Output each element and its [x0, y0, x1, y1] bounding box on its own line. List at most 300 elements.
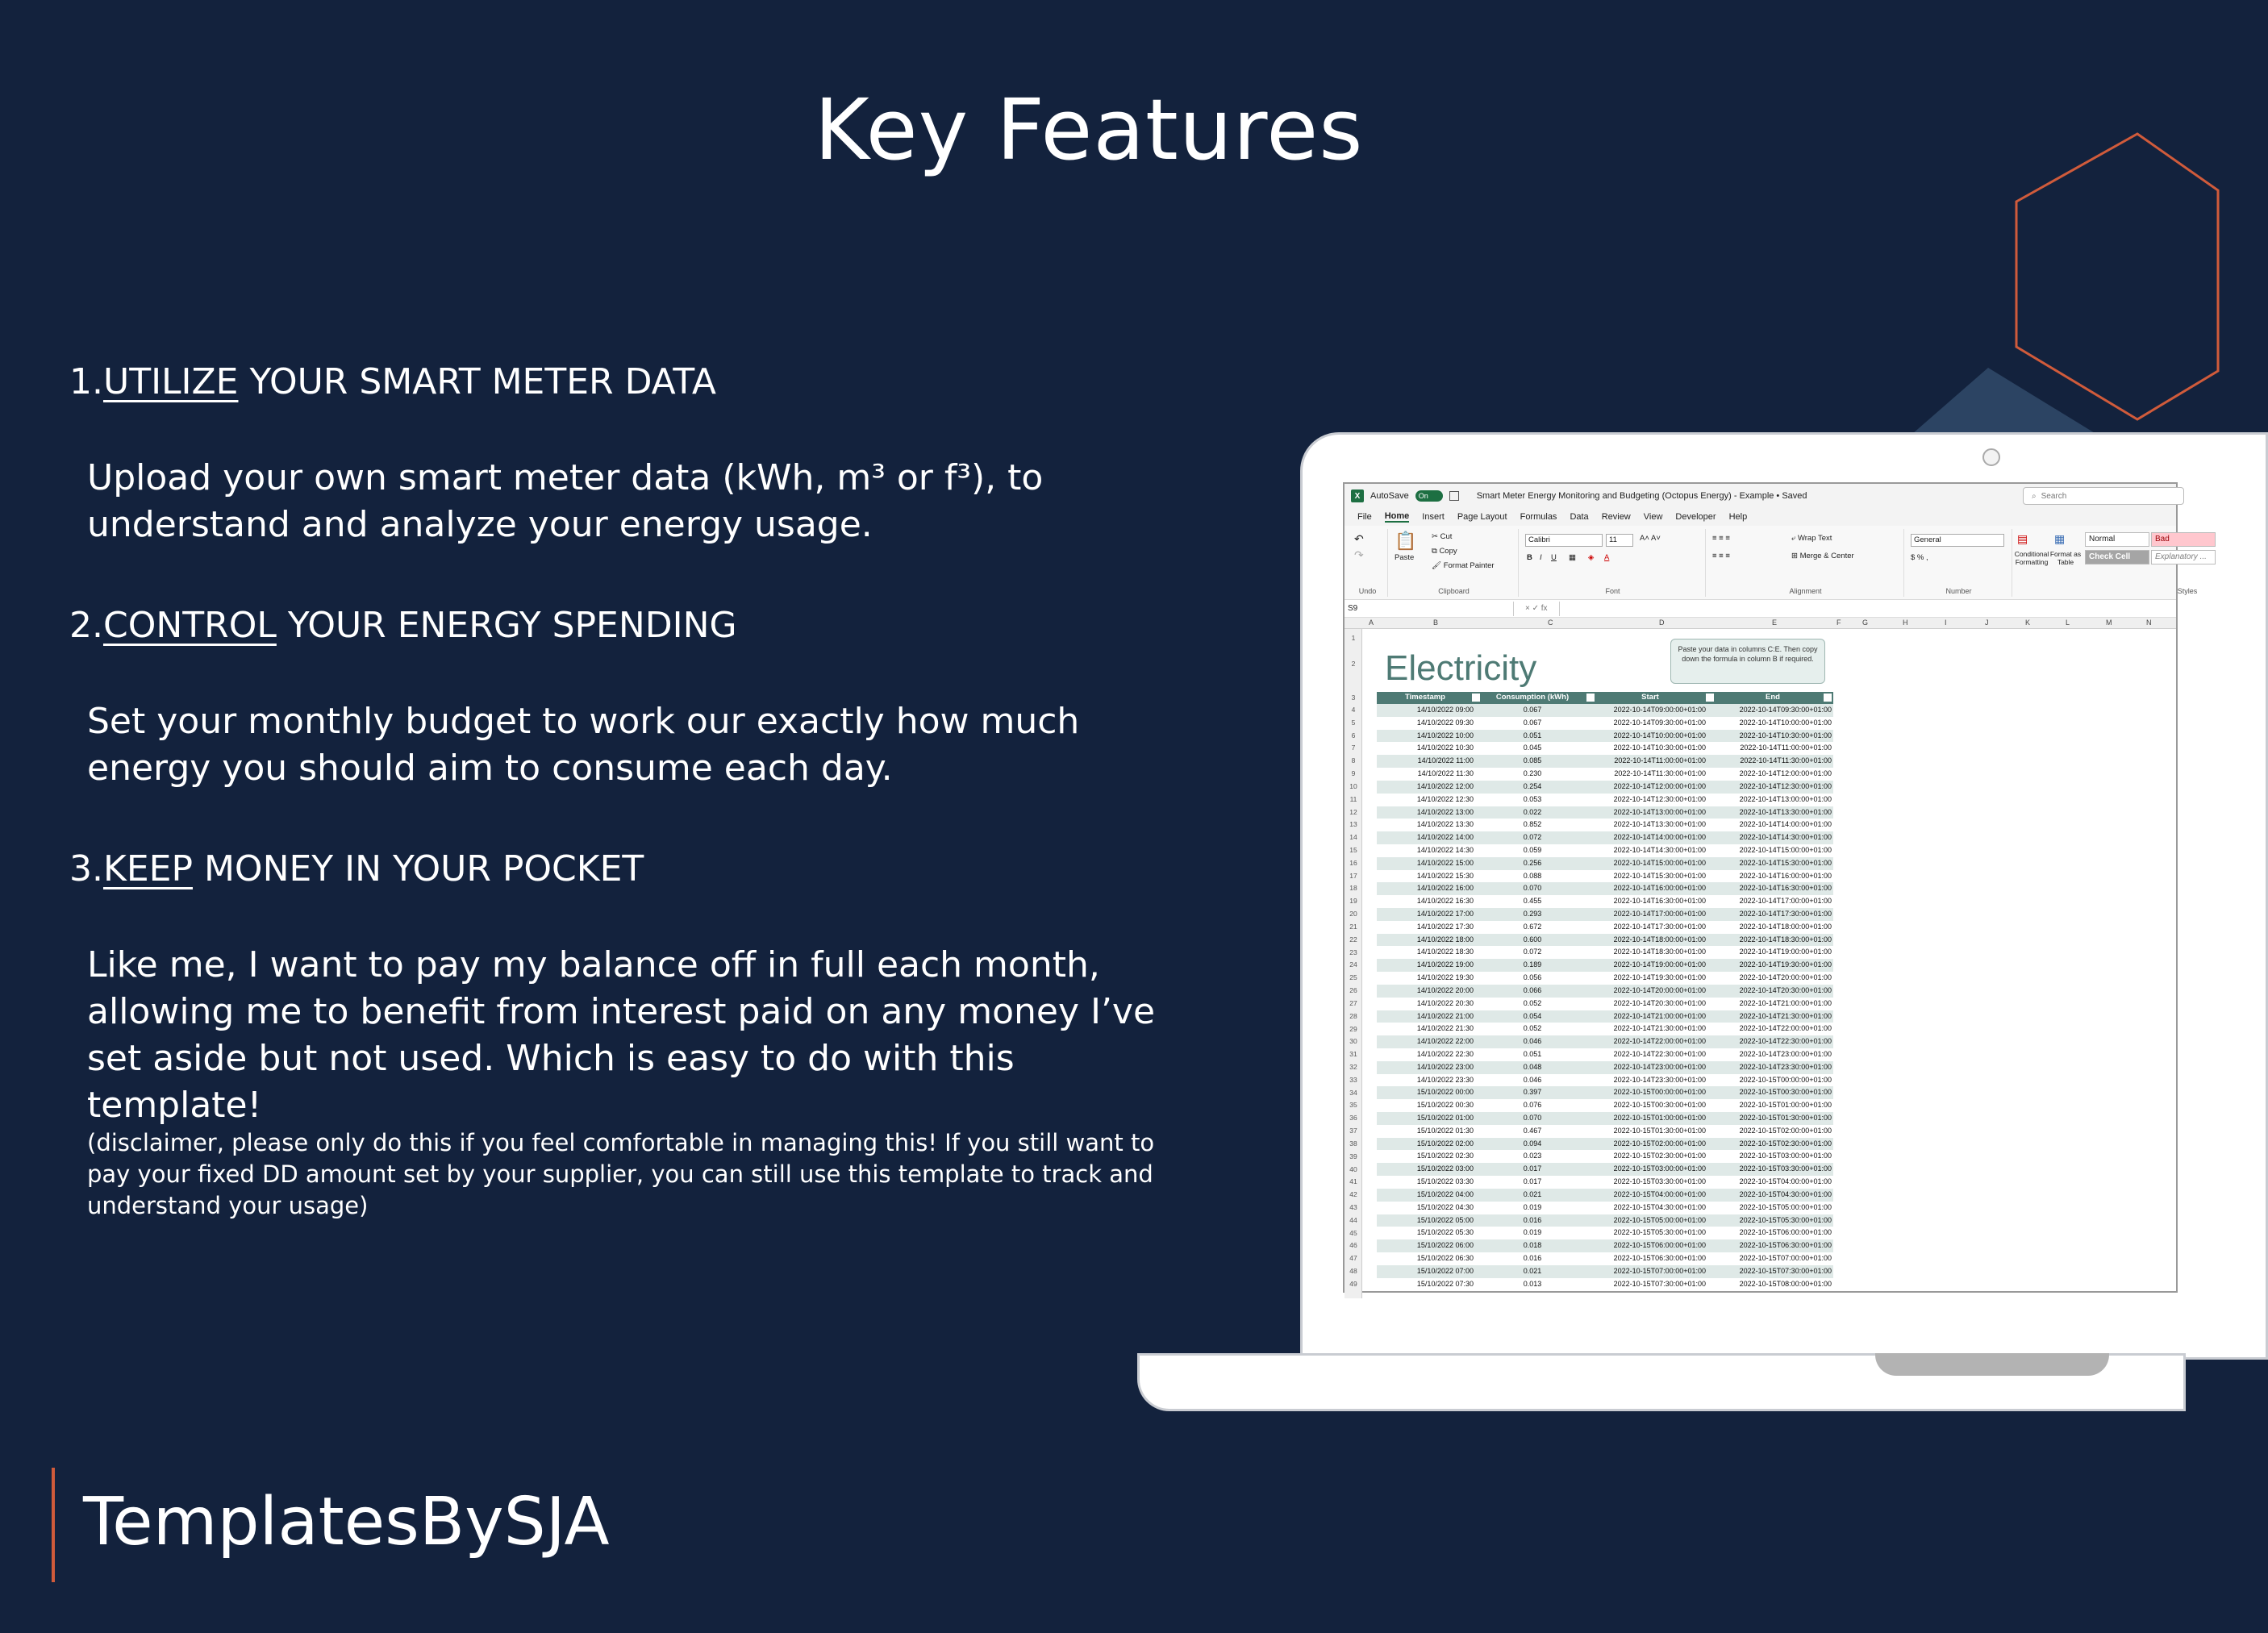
table-cell[interactable]: 2022-10-14T23:00:00+01:00 [1739, 1049, 1832, 1058]
table-cell[interactable]: 0.467 [1523, 1126, 1542, 1135]
currency-percent-icons[interactable]: $ % , [1911, 553, 1928, 562]
table-cell[interactable]: 2022-10-14T12:00:00+01:00 [1613, 781, 1706, 790]
table-cell[interactable]: 0.059 [1523, 845, 1542, 854]
table-cell[interactable]: 2022-10-14T20:30:00+01:00 [1739, 985, 1832, 994]
row-number[interactable]: 21 [1349, 922, 1357, 931]
table-cell[interactable]: 0.455 [1523, 897, 1542, 906]
table-cell[interactable]: 2022-10-15T02:00:00+01:00 [1613, 1139, 1706, 1148]
row-number[interactable]: 2 [1351, 660, 1356, 668]
tab-help[interactable]: Help [1728, 512, 1748, 522]
tab-file[interactable]: File [1357, 512, 1372, 522]
row-number[interactable]: 6 [1351, 731, 1356, 739]
table-cell[interactable]: 2022-10-14T22:30:00+01:00 [1613, 1049, 1706, 1058]
borders-icon[interactable]: ▦ [1569, 553, 1576, 562]
paste-icon[interactable]: 📋 [1395, 531, 1417, 551]
table-cell[interactable]: 15/10/2022 07:30 [1416, 1279, 1474, 1288]
table-cell[interactable]: 14/10/2022 10:30 [1416, 744, 1474, 752]
table-row[interactable] [1377, 882, 1833, 895]
table-cell[interactable]: 2022-10-14T13:30:00+01:00 [1739, 807, 1832, 816]
tab-review[interactable]: Review [1601, 512, 1631, 522]
col-header[interactable]: L [2066, 619, 2070, 627]
table-cell[interactable]: 15/10/2022 05:00 [1416, 1215, 1474, 1224]
table-cell[interactable]: 0.672 [1523, 922, 1542, 931]
table-row[interactable] [1377, 781, 1833, 794]
table-row[interactable] [1377, 934, 1833, 947]
table-cell[interactable]: 0.017 [1523, 1164, 1542, 1173]
table-cell[interactable]: 2022-10-14T23:30:00+01:00 [1613, 1075, 1706, 1084]
sheet-grid[interactable] [1345, 629, 2176, 1298]
tab-developer[interactable]: Developer [1675, 512, 1716, 522]
table-cell[interactable]: 2022-10-15T01:30:00+01:00 [1739, 1114, 1832, 1122]
table-cell[interactable]: 0.085 [1523, 756, 1542, 765]
row-number[interactable]: 39 [1349, 1152, 1357, 1160]
table-cell[interactable]: 2022-10-14T18:00:00+01:00 [1739, 922, 1832, 931]
font-name-select[interactable]: Calibri [1525, 534, 1603, 547]
row-number[interactable]: 8 [1351, 756, 1356, 765]
table-row[interactable] [1377, 1189, 1833, 1202]
table-cell[interactable]: 2022-10-14T11:00:00+01:00 [1740, 744, 1832, 752]
table-cell[interactable]: 14/10/2022 13:00 [1416, 807, 1474, 816]
row-number[interactable]: 5 [1351, 718, 1356, 727]
table-cell[interactable]: 14/10/2022 20:00 [1416, 985, 1474, 994]
table-cell[interactable]: 2022-10-14T15:30:00+01:00 [1739, 858, 1832, 867]
table-row[interactable] [1377, 742, 1833, 755]
table-cell[interactable]: 14/10/2022 14:30 [1416, 845, 1474, 854]
table-cell[interactable]: 2022-10-14T12:30:00+01:00 [1613, 794, 1706, 803]
table-row[interactable] [1377, 959, 1833, 972]
table-cell[interactable]: 2022-10-14T11:30:00+01:00 [1614, 769, 1706, 778]
table-row[interactable] [1377, 870, 1833, 883]
row-number[interactable]: 3 [1351, 694, 1356, 702]
table-cell[interactable]: 0.066 [1523, 985, 1542, 994]
table-cell[interactable]: 2022-10-14T09:00:00+01:00 [1613, 706, 1706, 714]
table-cell[interactable]: 2022-10-14T10:30:00+01:00 [1613, 744, 1706, 752]
row-number[interactable]: 18 [1349, 884, 1357, 893]
table-row[interactable] [1377, 857, 1833, 870]
table-cell[interactable]: 2022-10-14T11:00:00+01:00 [1614, 756, 1706, 765]
filter-icon[interactable] [1706, 694, 1714, 702]
redo-icon[interactable]: ↷ [1354, 548, 1364, 561]
table-cell[interactable]: 15/10/2022 02:30 [1416, 1152, 1474, 1160]
table-cell[interactable]: 2022-10-15T08:00:00+01:00 [1739, 1279, 1832, 1288]
table-cell[interactable]: 14/10/2022 18:30 [1416, 948, 1474, 956]
row-number[interactable]: 37 [1349, 1127, 1357, 1135]
table-row[interactable] [1377, 908, 1833, 921]
table-cell[interactable]: 14/10/2022 20:30 [1416, 998, 1474, 1007]
table-cell[interactable]: 15/10/2022 07:00 [1416, 1266, 1474, 1275]
table-cell[interactable]: 0.021 [1523, 1266, 1542, 1275]
table-cell[interactable]: 0.016 [1523, 1253, 1542, 1262]
table-cell[interactable]: 2022-10-14T19:30:00+01:00 [1613, 973, 1706, 982]
table-cell[interactable]: 2022-10-14T11:30:00+01:00 [1740, 756, 1832, 765]
row-number[interactable]: 22 [1349, 935, 1357, 944]
table-row[interactable] [1377, 946, 1833, 959]
row-number[interactable]: 15 [1349, 846, 1357, 855]
table-cell[interactable]: 14/10/2022 17:00 [1416, 910, 1474, 918]
row-number[interactable]: 35 [1349, 1101, 1357, 1110]
row-number[interactable]: 38 [1349, 1139, 1357, 1148]
table-cell[interactable]: 2022-10-14T15:00:00+01:00 [1613, 858, 1706, 867]
table-cell[interactable]: 2022-10-15T05:00:00+01:00 [1613, 1215, 1706, 1224]
style-normal[interactable]: Normal [2085, 532, 2149, 547]
row-number[interactable]: 26 [1349, 986, 1357, 995]
table-row[interactable] [1377, 1010, 1833, 1023]
table-cell[interactable]: 14/10/2022 21:00 [1416, 1011, 1474, 1020]
table-cell[interactable]: 2022-10-14T20:00:00+01:00 [1739, 973, 1832, 982]
table-cell[interactable]: 0.094 [1523, 1139, 1542, 1148]
table-cell[interactable]: 2022-10-14T15:30:00+01:00 [1613, 871, 1706, 880]
table-cell[interactable]: 15/10/2022 03:30 [1416, 1177, 1474, 1186]
table-cell[interactable]: 0.022 [1523, 807, 1542, 816]
table-row[interactable] [1377, 1074, 1833, 1087]
table-row[interactable] [1377, 1214, 1833, 1227]
row-number[interactable]: 48 [1349, 1267, 1357, 1276]
table-cell[interactable]: 2022-10-14T19:30:00+01:00 [1739, 960, 1832, 969]
row-number[interactable]: 30 [1349, 1037, 1357, 1046]
table-row[interactable] [1377, 730, 1833, 743]
row-number[interactable]: 9 [1351, 769, 1356, 778]
col-header[interactable]: J [1985, 619, 1989, 627]
table-row[interactable] [1377, 1048, 1833, 1061]
table-row[interactable] [1377, 768, 1833, 781]
table-cell[interactable]: 2022-10-15T00:30:00+01:00 [1613, 1101, 1706, 1110]
table-cell[interactable]: 14/10/2022 11:30 [1417, 769, 1474, 778]
col-header[interactable]: H [1903, 619, 1908, 627]
table-cell[interactable]: 14/10/2022 17:30 [1416, 922, 1474, 931]
row-number[interactable]: 19 [1349, 897, 1357, 906]
tab-formulas[interactable]: Formulas [1520, 512, 1557, 522]
table-cell[interactable]: 15/10/2022 04:30 [1416, 1202, 1474, 1211]
table-cell[interactable]: 2022-10-15T04:30:00+01:00 [1613, 1202, 1706, 1211]
align-left-icon[interactable]: ≡ ≡ ≡ [1712, 552, 1730, 560]
table-cell[interactable]: 14/10/2022 12:30 [1416, 794, 1474, 803]
row-number[interactable]: 14 [1349, 833, 1357, 842]
table-cell[interactable]: 2022-10-15T00:00:00+01:00 [1739, 1075, 1832, 1084]
undo-icon[interactable]: ↶ [1354, 532, 1364, 545]
table-row[interactable] [1377, 1061, 1833, 1074]
tab-data[interactable]: Data [1570, 512, 1589, 522]
row-number[interactable]: 13 [1349, 820, 1357, 829]
table-row[interactable] [1377, 921, 1833, 934]
table-cell[interactable]: 0.051 [1523, 731, 1542, 739]
format-as-table-icon[interactable]: ▦ [2054, 532, 2066, 545]
copy-button[interactable]: ⧉ Copy [1432, 547, 1457, 556]
table-cell[interactable]: 2022-10-14T16:00:00+01:00 [1613, 884, 1706, 893]
col-header[interactable]: I [1945, 619, 1947, 627]
table-cell[interactable]: 0.072 [1523, 948, 1542, 956]
table-cell[interactable]: 2022-10-14T22:30:00+01:00 [1739, 1037, 1832, 1046]
table-cell[interactable]: 14/10/2022 18:00 [1416, 935, 1474, 944]
table-cell[interactable]: 2022-10-14T21:00:00+01:00 [1739, 998, 1832, 1007]
row-number[interactable]: 11 [1349, 794, 1357, 803]
table-cell[interactable]: 14/10/2022 09:00 [1416, 706, 1474, 714]
format-painter-button[interactable]: 🖌 Format Painter [1432, 561, 1495, 570]
table-row[interactable] [1377, 1023, 1833, 1035]
table-cell[interactable]: 2022-10-15T05:30:00+01:00 [1739, 1215, 1832, 1224]
table-cell[interactable]: 2022-10-15T03:00:00+01:00 [1739, 1152, 1832, 1160]
table-cell[interactable]: 2022-10-15T02:30:00+01:00 [1739, 1139, 1832, 1148]
table-cell[interactable]: 0.397 [1523, 1088, 1542, 1097]
table-cell[interactable]: 0.230 [1523, 769, 1542, 778]
row-number[interactable]: 31 [1349, 1050, 1357, 1059]
row-number[interactable]: 12 [1349, 807, 1357, 816]
table-cell[interactable]: 14/10/2022 19:30 [1416, 973, 1474, 982]
table-cell[interactable]: 2022-10-15T07:00:00+01:00 [1739, 1253, 1832, 1262]
table-row[interactable] [1377, 1086, 1833, 1099]
table-row[interactable] [1377, 1202, 1833, 1214]
table-cell[interactable]: 2022-10-14T10:00:00+01:00 [1613, 731, 1706, 739]
table-cell[interactable]: 0.021 [1523, 1189, 1542, 1198]
table-cell[interactable]: 2022-10-15T01:00:00+01:00 [1739, 1101, 1832, 1110]
table-cell[interactable]: 14/10/2022 13:30 [1416, 820, 1474, 829]
row-number[interactable]: 33 [1349, 1075, 1357, 1084]
table-cell[interactable]: 2022-10-15T03:30:00+01:00 [1739, 1164, 1832, 1173]
table-cell[interactable]: 14/10/2022 12:00 [1416, 781, 1474, 790]
save-icon[interactable] [1449, 491, 1459, 501]
table-cell[interactable]: 14/10/2022 23:00 [1416, 1062, 1474, 1071]
table-row[interactable] [1377, 1252, 1833, 1265]
table-cell[interactable]: 2022-10-14T14:00:00+01:00 [1613, 833, 1706, 842]
table-row[interactable] [1377, 755, 1833, 768]
table-cell[interactable]: 0.052 [1523, 1024, 1542, 1033]
table-row[interactable] [1377, 1099, 1833, 1112]
table-cell[interactable]: 2022-10-14T22:00:00+01:00 [1613, 1037, 1706, 1046]
row-number[interactable]: 46 [1349, 1241, 1357, 1250]
table-cell[interactable]: 0.293 [1523, 910, 1542, 918]
table-cell[interactable]: 2022-10-14T23:00:00+01:00 [1613, 1062, 1706, 1071]
style-bad[interactable]: Bad [2151, 532, 2216, 547]
table-cell[interactable]: 2022-10-14T10:00:00+01:00 [1739, 718, 1832, 727]
table-cell[interactable]: 2022-10-14T16:30:00+01:00 [1613, 897, 1706, 906]
table-cell[interactable]: 2022-10-15T07:00:00+01:00 [1613, 1266, 1706, 1275]
table-cell[interactable]: 0.054 [1523, 1011, 1542, 1020]
filter-icon[interactable] [1824, 694, 1832, 702]
table-cell[interactable]: 2022-10-14T14:30:00+01:00 [1739, 833, 1832, 842]
table-cell[interactable]: 2022-10-15T07:30:00+01:00 [1613, 1279, 1706, 1288]
wrap-text-button[interactable]: ⤶ Wrap Text [1791, 534, 1832, 543]
table-cell[interactable]: 0.017 [1523, 1177, 1542, 1186]
tab-insert[interactable]: Insert [1422, 512, 1445, 522]
table-row[interactable] [1377, 1278, 1833, 1291]
table-cell[interactable]: 0.189 [1523, 960, 1542, 969]
table-cell[interactable]: 0.600 [1523, 935, 1542, 944]
bold-icon[interactable]: B [1527, 553, 1532, 562]
table-cell[interactable]: 0.053 [1523, 794, 1542, 803]
table-cell[interactable]: 2022-10-14T12:00:00+01:00 [1739, 769, 1832, 778]
table-row[interactable] [1377, 1112, 1833, 1125]
formula-input[interactable] [1559, 602, 2176, 616]
table-row[interactable] [1377, 1138, 1833, 1151]
table-cell[interactable]: 14/10/2022 16:30 [1416, 897, 1474, 906]
table-cell[interactable]: 2022-10-15T06:00:00+01:00 [1739, 1228, 1832, 1237]
table-cell[interactable]: 2022-10-14T13:00:00+01:00 [1739, 794, 1832, 803]
tab-page-layout[interactable]: Page Layout [1457, 512, 1507, 522]
table-cell[interactable]: 14/10/2022 22:00 [1416, 1037, 1474, 1046]
table-cell[interactable]: 14/10/2022 23:30 [1416, 1075, 1474, 1084]
row-number[interactable]: 10 [1349, 781, 1357, 790]
row-number[interactable]: 4 [1351, 706, 1356, 714]
table-cell[interactable]: 15/10/2022 01:00 [1416, 1114, 1474, 1122]
table-cell[interactable]: 15/10/2022 03:00 [1416, 1164, 1474, 1173]
table-row[interactable] [1377, 1239, 1833, 1252]
row-number[interactable]: 24 [1349, 960, 1357, 969]
row-number[interactable]: 7 [1351, 744, 1356, 752]
table-cell[interactable]: 0.013 [1523, 1279, 1542, 1288]
table-cell[interactable]: 0.052 [1523, 998, 1542, 1007]
table-cell[interactable]: 0.051 [1523, 1049, 1542, 1058]
table-cell[interactable]: 15/10/2022 06:00 [1416, 1241, 1474, 1250]
col-header[interactable]: N [2146, 619, 2152, 627]
row-number[interactable]: 27 [1349, 998, 1357, 1007]
table-cell[interactable]: 15/10/2022 02:00 [1416, 1139, 1474, 1148]
row-number[interactable]: 47 [1349, 1254, 1357, 1263]
name-box[interactable]: S9 [1345, 602, 1514, 616]
table-cell[interactable]: 2022-10-14T20:00:00+01:00 [1613, 985, 1706, 994]
table-cell[interactable]: 2022-10-14T17:30:00+01:00 [1739, 910, 1832, 918]
row-number[interactable]: 42 [1349, 1190, 1357, 1199]
table-cell[interactable]: 0.070 [1523, 884, 1542, 893]
table-cell[interactable]: 0.056 [1523, 973, 1542, 982]
table-cell[interactable]: 14/10/2022 21:30 [1416, 1024, 1474, 1033]
table-cell[interactable]: 0.019 [1523, 1228, 1542, 1237]
table-cell[interactable]: 2022-10-15T04:00:00+01:00 [1739, 1177, 1832, 1186]
table-row[interactable] [1377, 831, 1833, 844]
table-cell[interactable]: 2022-10-14T09:30:00+01:00 [1739, 706, 1832, 714]
table-cell[interactable]: 2022-10-15T07:30:00+01:00 [1739, 1266, 1832, 1275]
table-cell[interactable]: 15/10/2022 06:30 [1416, 1253, 1474, 1262]
format-as-table-button[interactable]: Format as Table [2049, 550, 2082, 566]
table-row[interactable] [1377, 1176, 1833, 1189]
table-cell[interactable]: 0.254 [1523, 781, 1542, 790]
table-cell[interactable]: 0.018 [1523, 1241, 1542, 1250]
table-row[interactable] [1377, 717, 1833, 730]
row-number[interactable]: 16 [1349, 858, 1357, 867]
tab-home[interactable]: Home [1384, 511, 1410, 521]
table-cell[interactable]: 2022-10-14T16:00:00+01:00 [1739, 871, 1832, 880]
table-cell[interactable]: 2022-10-15T05:30:00+01:00 [1613, 1228, 1706, 1237]
conditional-formatting-button[interactable]: Conditional Formatting [2014, 550, 2049, 566]
table-cell[interactable]: 0.067 [1523, 718, 1542, 727]
table-cell[interactable]: 2022-10-14T09:30:00+01:00 [1613, 718, 1706, 727]
conditional-formatting-icon[interactable]: ▤ [2017, 532, 2028, 545]
row-number[interactable]: 36 [1349, 1114, 1357, 1123]
table-cell[interactable]: 2022-10-14T14:30:00+01:00 [1613, 845, 1706, 854]
table-cell[interactable]: 0.067 [1523, 706, 1542, 714]
filter-icon[interactable] [1586, 694, 1595, 702]
table-cell[interactable]: 14/10/2022 19:00 [1416, 960, 1474, 969]
col-header[interactable]: E [1772, 619, 1778, 627]
table-cell[interactable]: 15/10/2022 00:30 [1416, 1101, 1474, 1110]
table-cell[interactable]: 0.045 [1523, 744, 1542, 752]
table-row[interactable] [1377, 985, 1833, 998]
table-cell[interactable]: 2022-10-14T13:00:00+01:00 [1613, 807, 1706, 816]
merge-center-button[interactable]: ⊞ Merge & Center [1791, 552, 1854, 560]
col-header[interactable]: F [1836, 619, 1841, 627]
fill-color-icon[interactable]: ◈ [1588, 553, 1595, 562]
row-number[interactable]: 20 [1349, 910, 1357, 919]
table-cell[interactable]: 14/10/2022 22:30 [1416, 1049, 1474, 1058]
filter-icon[interactable] [1472, 694, 1480, 702]
underline-icon[interactable]: U [1551, 553, 1557, 562]
table-cell[interactable]: 2022-10-14T21:30:00+01:00 [1739, 1011, 1832, 1020]
table-cell[interactable]: 0.088 [1523, 871, 1542, 880]
table-row[interactable] [1377, 1265, 1833, 1278]
row-number[interactable]: 1 [1351, 634, 1356, 642]
table-cell[interactable]: 2022-10-15T04:00:00+01:00 [1613, 1189, 1706, 1198]
table-cell[interactable]: 2022-10-14T17:00:00+01:00 [1739, 897, 1832, 906]
table-cell[interactable]: 2022-10-14T18:30:00+01:00 [1613, 948, 1706, 956]
table-row[interactable] [1377, 998, 1833, 1010]
table-cell[interactable]: 14/10/2022 11:00 [1417, 756, 1474, 765]
tab-view[interactable]: View [1643, 512, 1663, 522]
table-cell[interactable]: 2022-10-15T00:30:00+01:00 [1739, 1088, 1832, 1097]
table-cell[interactable]: 2022-10-14T13:30:00+01:00 [1613, 820, 1706, 829]
table-cell[interactable]: 2022-10-14T23:30:00+01:00 [1739, 1062, 1832, 1071]
table-cell[interactable]: 2022-10-14T17:00:00+01:00 [1613, 910, 1706, 918]
table-row[interactable] [1377, 1150, 1833, 1163]
table-cell[interactable]: 2022-10-14T19:00:00+01:00 [1739, 948, 1832, 956]
table-cell[interactable]: 0.072 [1523, 833, 1542, 842]
font-size-select[interactable]: 11 [1606, 534, 1633, 547]
table-cell[interactable]: 2022-10-15T00:00:00+01:00 [1613, 1088, 1706, 1097]
style-explanatory[interactable]: Explanatory ... [2151, 550, 2216, 564]
row-number[interactable]: 34 [1349, 1088, 1357, 1097]
col-header[interactable]: K [2025, 619, 2031, 627]
table-row[interactable] [1377, 972, 1833, 985]
table-cell[interactable]: 2022-10-15T01:00:00+01:00 [1613, 1114, 1706, 1122]
table-cell[interactable]: 0.048 [1523, 1062, 1542, 1071]
align-top-icon[interactable]: ≡ ≡ ≡ [1712, 534, 1730, 543]
table-cell[interactable]: 2022-10-14T16:30:00+01:00 [1739, 884, 1832, 893]
table-cell[interactable]: 0.076 [1523, 1101, 1542, 1110]
table-cell[interactable]: 0.256 [1523, 858, 1542, 867]
table-cell[interactable]: 15/10/2022 05:30 [1416, 1228, 1474, 1237]
table-cell[interactable]: 2022-10-14T18:00:00+01:00 [1613, 935, 1706, 944]
table-cell[interactable]: 2022-10-15T02:30:00+01:00 [1613, 1152, 1706, 1160]
table-cell[interactable]: 2022-10-15T03:30:00+01:00 [1613, 1177, 1706, 1186]
col-header[interactable]: G [1862, 619, 1869, 627]
col-header[interactable]: C [1548, 619, 1553, 627]
table-cell[interactable]: 2022-10-14T20:30:00+01:00 [1613, 998, 1706, 1007]
row-number[interactable]: 40 [1349, 1164, 1357, 1173]
table-cell[interactable]: 14/10/2022 15:30 [1416, 871, 1474, 880]
table-row[interactable] [1377, 1227, 1833, 1239]
autosave-toggle[interactable]: On [1415, 490, 1443, 502]
table-cell[interactable]: 2022-10-14T19:00:00+01:00 [1613, 960, 1706, 969]
table-cell[interactable]: 14/10/2022 16:00 [1416, 884, 1474, 893]
table-cell[interactable]: 2022-10-14T22:00:00+01:00 [1739, 1024, 1832, 1033]
col-header[interactable]: D [1659, 619, 1665, 627]
table-cell[interactable]: 2022-10-15T05:00:00+01:00 [1739, 1202, 1832, 1211]
table-cell[interactable]: 0.046 [1523, 1037, 1542, 1046]
table-cell[interactable]: 0.070 [1523, 1114, 1542, 1122]
row-number[interactable]: 43 [1349, 1202, 1357, 1211]
table-row[interactable] [1377, 819, 1833, 831]
font-grow-icon[interactable]: A˄ A˅ [1640, 534, 1661, 543]
number-format-select[interactable]: General [1911, 534, 2004, 547]
table-cell[interactable]: 2022-10-15T02:00:00+01:00 [1739, 1126, 1832, 1135]
cut-button[interactable]: ✂ Cut [1432, 532, 1453, 541]
table-cell[interactable]: 2022-10-14T21:00:00+01:00 [1613, 1011, 1706, 1020]
font-color-icon[interactable]: A [1604, 553, 1610, 562]
table-cell[interactable]: 2022-10-14T10:30:00+01:00 [1739, 731, 1832, 739]
table-cell[interactable]: 15/10/2022 01:30 [1416, 1126, 1474, 1135]
search-input[interactable] [2023, 487, 2184, 505]
row-number[interactable]: 41 [1349, 1177, 1357, 1186]
table-row[interactable] [1377, 806, 1833, 819]
table-row[interactable] [1377, 704, 1833, 717]
table-row[interactable] [1377, 1163, 1833, 1176]
